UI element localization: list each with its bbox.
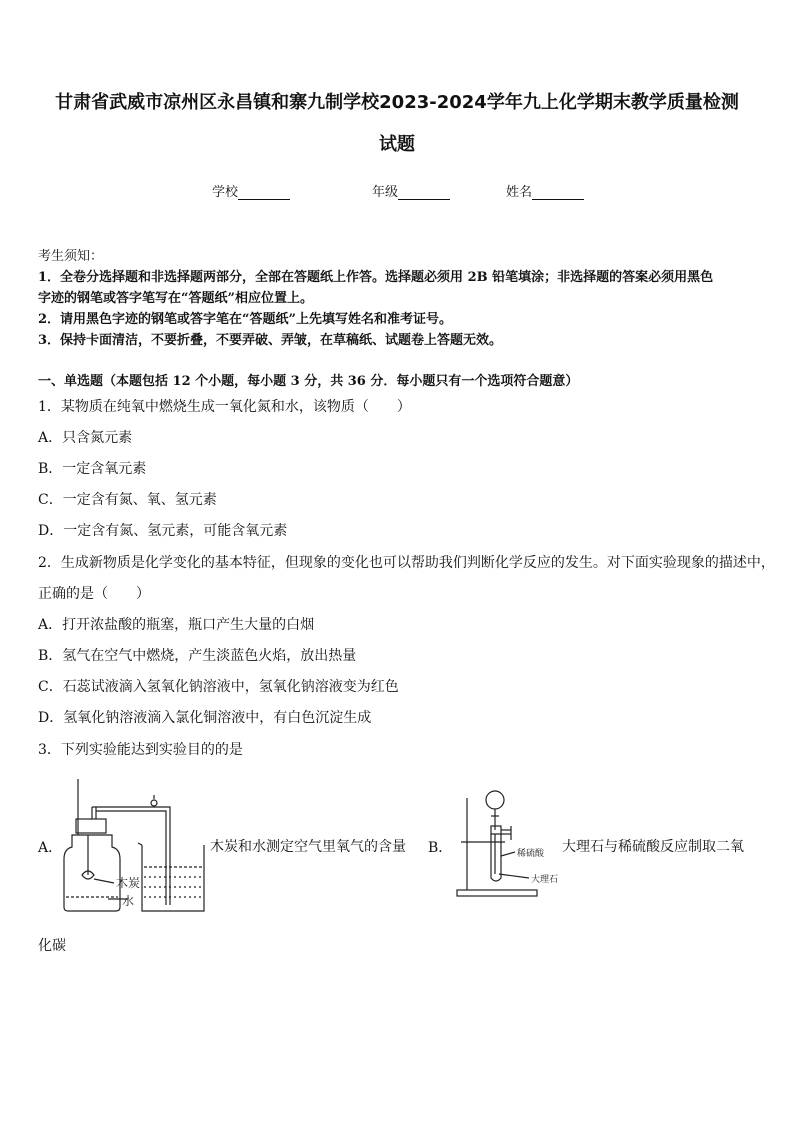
q2-option-c: C．石蕊试液滴入氢氧化钠溶液中，氢氧化钠溶液变为红色 [38,679,399,695]
q3-option-b-caption-cont: 化碳 [38,938,66,954]
q1-option-d: D．一定含有氮、氢元素，可能含氧元素 [38,523,288,539]
q1-stem: 1．某物质在纯氧中燃烧生成一氧化氮和水，该物质（ ） [38,399,411,415]
name-field [506,181,584,200]
grade-blank [398,185,450,200]
notice-heading: 考生须知： [38,249,104,264]
notice-item-3: 3．保持卡面清洁，不要折叠，不要弄破、弄皱，在草稿纸、试题卷上答题无效。 [38,333,503,348]
document-title-line2: 试题 [379,134,415,155]
q3-option-b-letter: B． [428,840,453,856]
notice-item-1: 1．全卷分选择题和非选择题两部分，全部在答题纸上作答。选择题必须用 2B 铅笔填涂；非选择题的答案必须用黑色 [38,270,714,285]
document-title-line1: 甘肃省武威市凉州区永昌镇和寨九制学校2023-2024学年九上化学期末教学质量检测 [55,92,739,113]
q2-stem-line1: 2．生成新物质是化学变化的基本特征，但现象的变化也可以帮助我们判断化学反应的发生。对下面实验现象的描述中， [38,555,775,571]
q3-b-label-marble: 大理石 [531,875,559,885]
q2-option-b: B．氢气在空气中燃烧，产生淡蓝色火焰，放出热量 [38,648,357,664]
q3-a-label-water: 水 [122,894,135,908]
name-blank [532,185,584,200]
q1-option-b: B．一定含氧元素 [38,461,147,477]
q3-apparatus-a-figure [58,775,210,917]
school-label: 学校 [212,185,239,200]
q2-stem-line2: 正确的是（ ） [38,586,150,602]
q1-option-c: C．一定含有氮、氧、氢元素 [38,492,217,508]
q3-a-label-charcoal: 木炭 [116,876,141,890]
q3-apparatus-b-figure [455,790,565,900]
notice-item-2: 2．请用黑色字迹的钢笔或答字笔在“答题纸”上先填写姓名和准考证号。 [38,312,453,327]
section-heading: 一、单选题（本题包括 12 个小题，每小题 3 分，共 36 分．每小题只有一个选项符合题意） [38,374,579,389]
q1-option-a: A．只含氮元素 [38,430,133,446]
school-field [212,181,290,200]
school-blank [238,185,290,200]
q3-option-a-caption: 木炭和水测定空气里氧气的含量 [210,839,406,855]
name-label: 姓名 [506,185,533,200]
q3-option-a-letter: A． [38,840,63,856]
q2-option-a: A．打开浓盐酸的瓶塞，瓶口产生大量的白烟 [38,617,315,633]
q2-option-d: D．氢氧化钠溶液滴入氯化铜溶液中，有白色沉淀生成 [38,710,372,726]
notice-item-1-cont: 字迹的钢笔或答字笔写在“答题纸”相应位置上。 [38,291,313,306]
grade-label: 年级 [372,185,399,200]
q3-b-label-acid: 稀硫酸 [517,849,545,859]
grade-field [372,181,450,200]
q3-stem: 3．下列实验能达到实验目的的是 [38,742,243,758]
q3-option-b-caption: 大理石与稀硫酸反应制取二氧 [562,839,744,855]
